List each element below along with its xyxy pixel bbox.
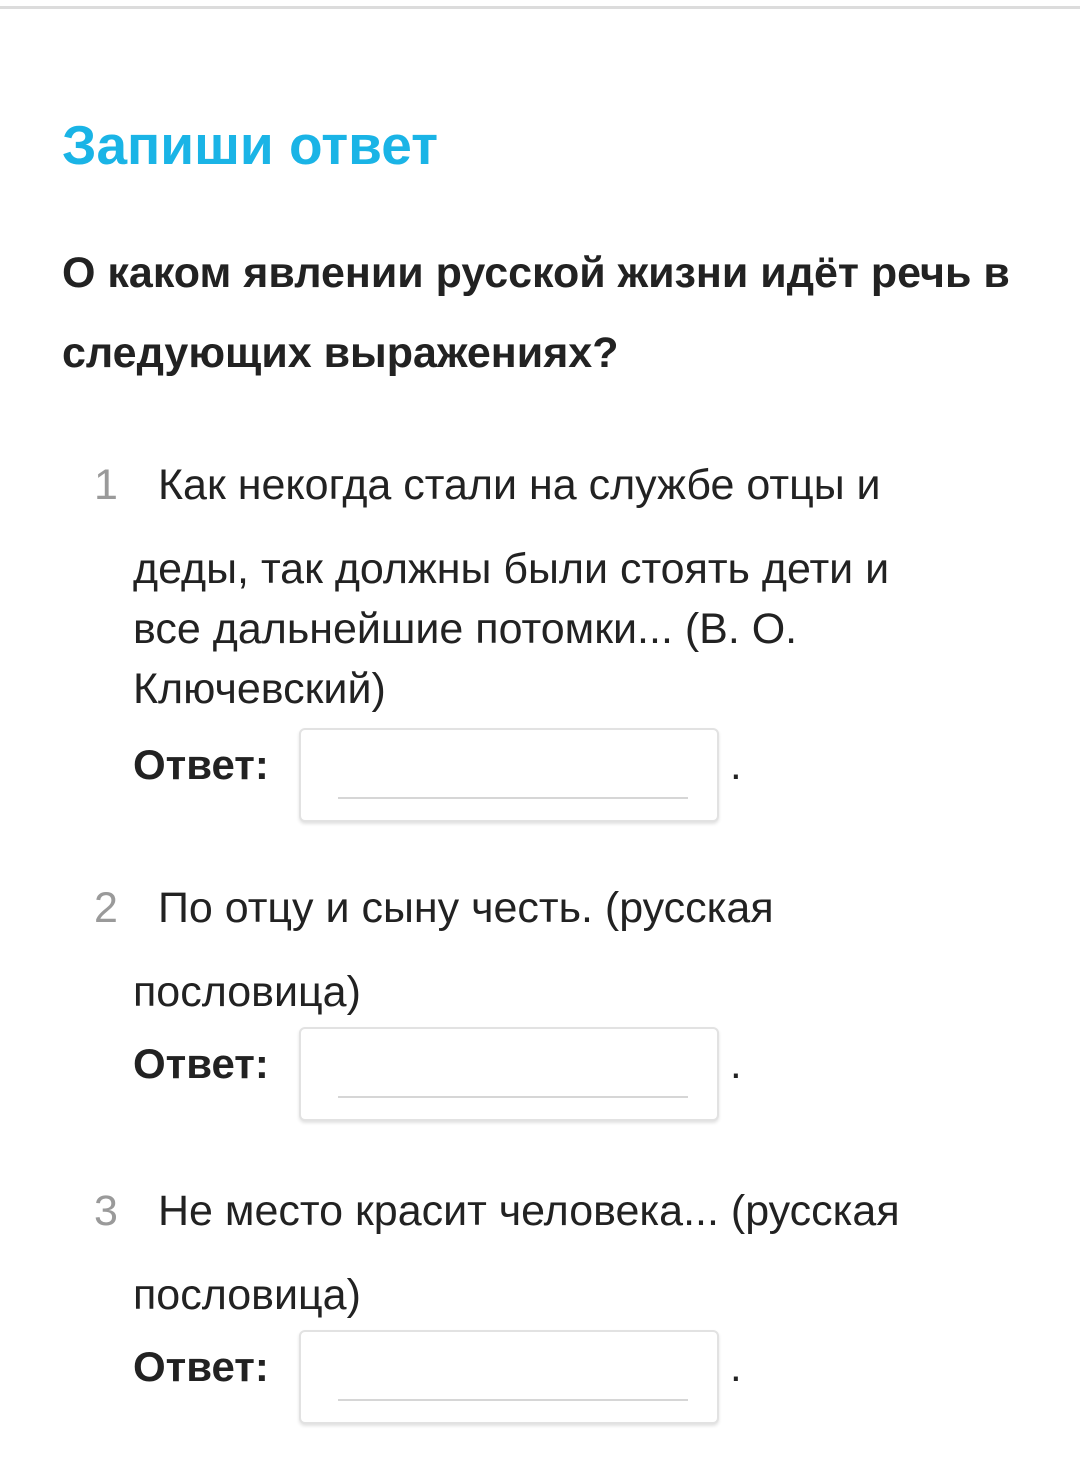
item-number: 2 (94, 884, 118, 932)
list-item-2 (0, 878, 1080, 1128)
item-text (133, 455, 1023, 719)
item-text-line: все дальнейшие потомки... (В. О. (133, 605, 798, 653)
item-number: 3 (94, 1187, 118, 1235)
item-text-line: Как некогда стали на службе отцы и (158, 461, 881, 509)
item-text-line: пословица) (133, 1271, 361, 1319)
answer-input-1[interactable] (299, 728, 719, 822)
item-number: 1 (94, 461, 118, 509)
item-text-line: Ключевский) (133, 665, 386, 713)
answer-label: Ответ: (133, 1343, 269, 1390)
answer-period: . (730, 1040, 742, 1087)
item-text-line: деды, так должны были стоять дети и (133, 545, 890, 593)
item-text-line: По отцу и сыну честь. (русская (158, 884, 774, 932)
item-text-line: пословица) (133, 968, 361, 1016)
answer-period: . (730, 1343, 742, 1390)
answer-input-3[interactable] (299, 1330, 719, 1424)
list-item-3 (0, 1181, 1080, 1431)
task-title: Запиши ответ (62, 114, 439, 176)
answer-input-2[interactable] (299, 1027, 719, 1121)
answer-row (133, 1337, 833, 1437)
item-text (133, 1181, 1023, 1325)
question-text: О каком явлении русской жизни идёт речь в следующих выражениях? (62, 249, 1010, 377)
item-text (133, 878, 1023, 1022)
answer-label: Ответ: (133, 741, 269, 788)
answer-row (133, 1034, 833, 1134)
answer-row (133, 735, 833, 835)
answer-label: Ответ: (133, 1040, 269, 1087)
answer-period: . (730, 741, 742, 788)
item-text-line: Не место красит человека... (русская (158, 1187, 900, 1235)
top-divider (0, 6, 1080, 9)
list-item-1 (0, 455, 1080, 825)
